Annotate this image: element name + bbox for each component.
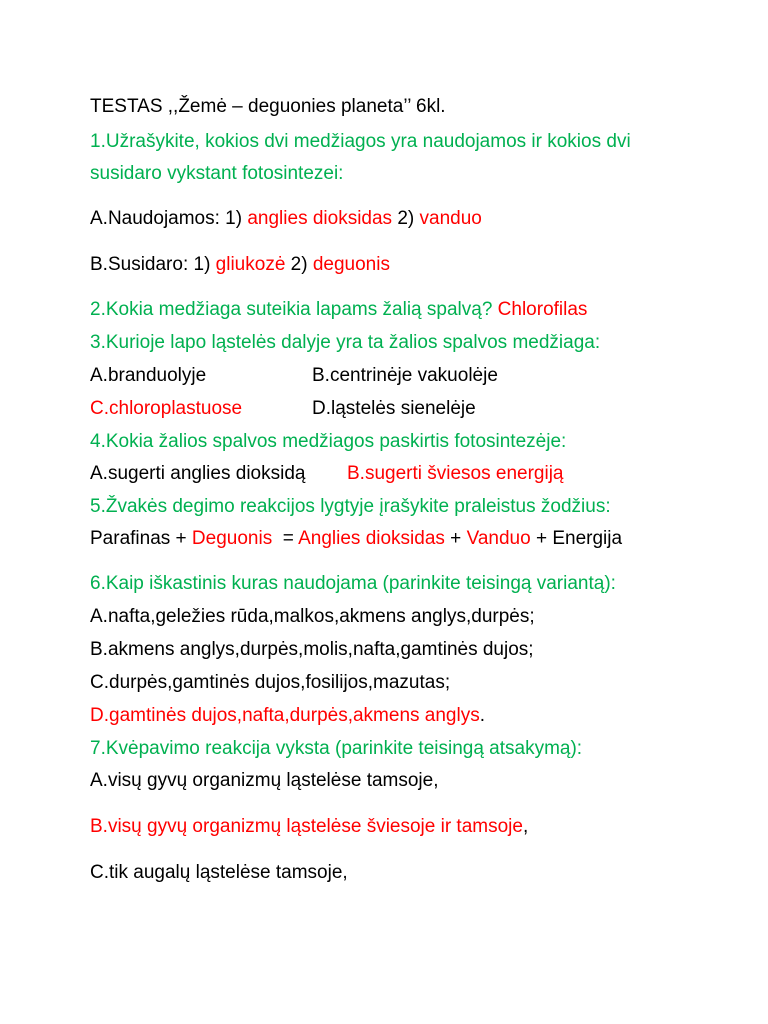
q6-option-c: C.durpės,gamtinės dujos,fosilijos,mazutas; (90, 672, 451, 693)
question-3: 3.Kurioje lapo ląstelės dalyje yra ta žalios spalvos medžiaga: (90, 332, 601, 353)
q5-equation (90, 527, 622, 551)
q5-part-2: = (272, 528, 299, 549)
q4-option-a: A.sugerti anglies dioksidą (90, 463, 306, 484)
q1-a-answer-2: vanduo (419, 208, 482, 229)
test-title: TESTAS ,,Žemė – deguonies planeta’’ 6kl. (90, 96, 446, 117)
q5-part-3: + (444, 528, 467, 549)
q1-a-prefix: A.Naudojamos: 1) (90, 208, 248, 229)
q7-option-b: B.visų gyvų organizmų ląstelėse šviesoje ir tamsoje (90, 816, 523, 837)
q6-option-d-period: . (479, 705, 485, 726)
q1-a-mid: 2) (392, 208, 420, 229)
q4-option-b: B.sugerti šviesos energiją (347, 463, 564, 484)
question-2-text: 2.Kokia medžiaga suteikia lapams žalią spalvą? (90, 299, 498, 320)
q5-answer-3: Vanduo (466, 528, 531, 549)
question-7: 7.Kvėpavimo reakcija vyksta (parinkite teisingą atsakymą): (90, 738, 583, 759)
q5-part-4: + Energija (530, 528, 623, 549)
question-2 (90, 298, 587, 322)
q7-option-b-comma: , (522, 816, 529, 837)
q5-answer-2: Anglies dioksidas (298, 528, 445, 549)
q1-answer-a (90, 207, 482, 231)
q1-a-answer-1: anglies dioksidas (247, 208, 393, 229)
question-6: 6.Kaip iškastinis kuras naudojama (parinkite teisingą variantą): (90, 573, 616, 594)
q3-options-row-1 (90, 364, 690, 388)
q5-part-1: Parafinas + (90, 528, 192, 549)
q1-b-answer-1: gliukozė (215, 254, 286, 275)
q6-option-b: B.akmens anglys,durpės,molis,nafta,gamtinės dujos; (90, 639, 534, 660)
q1-answer-b (90, 253, 390, 277)
q5-answer-1: Deguonis (191, 528, 273, 549)
q6-option-a: A.nafta,geležies rūda,malkos,akmens anglys,durpės; (90, 606, 535, 627)
q3-option-a: A.branduolyje (90, 365, 207, 386)
question-4: 4.Kokia žalios spalvos medžiagos paskirtis fotosintezėje: (90, 431, 567, 452)
question-1-line-1: 1.Užrašykite, kokios dvi medžiagos yra naudojamos ir kokios dvi (90, 131, 631, 152)
q3-option-b: B.centrinėje vakuolėje (312, 365, 498, 386)
question-2-answer: Chlorofilas (497, 299, 588, 320)
q1-b-answer-2: deguonis (312, 254, 390, 275)
q7-option-b-line (90, 815, 528, 839)
q1-b-mid: 2) (285, 254, 313, 275)
q7-option-c: C.tik augalų ląstelėse tamsoje, (90, 862, 348, 883)
q1-b-prefix: B.Susidaro: 1) (90, 254, 216, 275)
q3-option-d: D.ląstelės sienelėje (312, 398, 476, 419)
q6-option-d-line (90, 704, 485, 728)
question-1-line-2: susidaro vykstant fotosintezei: (90, 163, 344, 184)
q4-options (90, 462, 690, 486)
question-5: 5.Žvakės degimo reakcijos lygtyje įrašykite praleistus žodžius: (90, 496, 611, 517)
q7-option-a: A.visų gyvų organizmų ląstelėse tamsoje, (90, 770, 439, 791)
q3-options-row-2 (90, 397, 690, 421)
q3-option-c: C.chloroplastuose (90, 398, 243, 419)
q6-option-d: D.gamtinės dujos,nafta,durpės,akmens anglys (90, 705, 480, 726)
